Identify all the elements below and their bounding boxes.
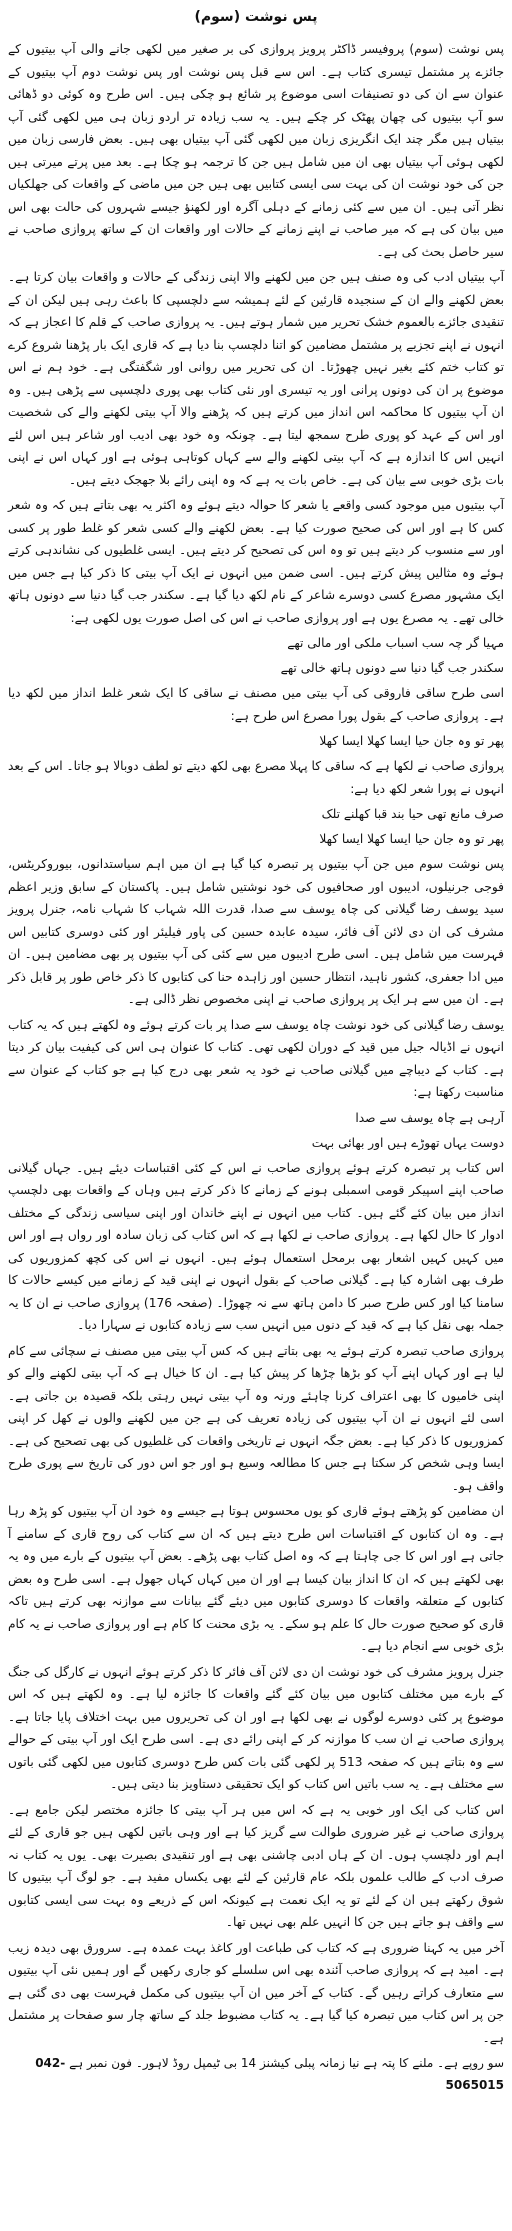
footer-phone: 042-5065015 [35,2056,504,2092]
article-title: پس نوشت (سوم) [194,9,318,25]
publisher-footer [8,2052,504,2096]
verse-line: آرہی ہے چاہ یوسف سے صدا [355,1110,504,1125]
paragraph: جنرل پرویز مشرف کی خود نوشت ان دی لائن آف فائر کا ذکر کرتے ہوئے انہوں نے کارگل کی جنگ کے بارے میں مختلف کتابوں میں بیان کئے گئے واقعات کا جائزہ لیا ہے۔ وہ لکھتے ہیں کہ اس موضوع پر کئی دوسرے لوگوں نے بھی لکھا ہے اور ان کی تحریروں میں بہت اختلاف پایا جاتا ہے۔ پروازی صاحب نے ان سب کا موازنہ کر کے اپنی رائے دی ہے۔ اسی طرح ایک اور آپ بیتی کے حوالے سے وہ بتاتے ہیں کہ صفحہ 513 پر لکھی گئی بات کس طرح دوسری کتابوں میں لکھی گئی باتوں سے مختلف ہے۔ یہ سب باتیں اس کتاب کو ایک تحقیقی دستاویز بنا دیتی ہیں۔ [8,1664,504,1791]
paragraph: پروازی صاحب نے لکھا ہے کہ ساقی کا پہلا مصرع بھی لکھ دیتے تو لطف دوبالا ہو جاتا۔ اس کے بعد انہوں نے پورا شعر لکھ دیا ہے: [8,759,504,796]
paragraph: اس کتاب پر تبصرہ کرتے ہوئے پروازی صاحب نے اس کے کئی اقتباسات دیئے ہیں۔ جہاں گیلانی صاحب اپنے اسپیکر قومی اسمبلی ہونے کے زمانے کا ذکر کرتے ہیں وہاں کے واقعات بھی دلچسپ انداز میں بیان کئے گئے ہیں۔ کتاب میں انہوں نے اپنے خاندان اور اپنی سیاسی زندگی کے مختلف ادوار کا حال لکھا ہے۔ پروازی صاحب نے لکھا ہے کہ اس کتاب کی زبان سادہ اور رواں ہے اور اس میں کہیں کہیں اشعار بھی برمحل استعمال ہوئے ہیں۔ انہوں نے اس کی کچھ کمزوریوں کی طرف بھی اشارہ کیا ہے۔ گیلانی صاحب کے بقول انہوں نے اپنی قید کے زمانے میں کیسے حالات کا سامنا کیا اور کس طرح صبر کا دامن ہاتھ سے نہ چھوڑا۔ (صفحہ 176) پروازی صاحب نے ان کا یہ جملہ بھی نقل کیا ہے کہ قید کے دنوں میں انہیں سب سے زیادہ کتابوں نے سہارا دیا۔ [8,1160,505,1332]
paragraph: اسی طرح ساقی فاروقی کی آپ بیتی میں مصنف نے ساقی کا ایک شعر غلط انداز میں لکھ دیا ہے۔ پروازی صاحب کے بقول پورا مصرع اس طرح ہے: [8,686,504,723]
verse-line: مہیا گر چہ سب اسباب ملکی اور مالی تھے [287,636,504,650]
article-body [8,38,504,2049]
paragraph: اس کتاب کی ایک اور خوبی یہ ہے کہ اس میں ہر آپ بیتی کا جائزہ مختصر لیکن جامع ہے۔ پروازی صاحب نے غیر ضروری طوالت سے گریز کیا ہے اور وہی باتیں لکھی ہیں جو قاری کے لئے اہم اور دلچسپ ہوں۔ ان کے ہاں ادبی چاشنی بھی ہے اور تنقیدی بصیرت بھی۔ یوں یہ کتاب نہ صرف ادب کے طالب علموں بلکہ عام قارئین کے لئے بھی یکساں مفید ہے۔ جو لوگ آپ بیتیوں کا شوق رکھتے ہیں ان کے لئے تو یہ ایک نعمت ہے کیونکہ اس کے ذریعے وہ بہت سی ایسی کتابوں سے واقف ہو جاتے ہیں جن کا انہیں علم بھی نہیں تھا۔ [8,1802,504,1929]
paragraph: ان مضامین کو پڑھتے ہوئے قاری کو یوں محسوس ہوتا ہے جیسے وہ خود ان آپ بیتیوں کو پڑھ رہا ہے۔ وہ ان کتابوں کے اقتباسات اس طرح دیتے ہیں کہ ان سے کتاب کی روح قاری کے سامنے آ جاتی ہے اور اس کا جی چاہتا ہے کہ وہ اصل کتاب بھی پڑھے۔ بعض آپ بیتیوں کے بارے میں وہ یہ بھی لکھتے ہیں کہ ان کا انداز بیان کیسا ہے اور ان میں کہاں کہاں جھول ہے۔ اسی طرح وہ بعض کتابوں کے متعلقہ واقعات کا دوسری کتابوں میں دیئے گئے بیانات سے موازنہ بھی کرتے ہیں تاکہ قاری کو صحیح صورت حال کا علم ہو سکے۔ یہ بڑی محنت کا کام ہے اور پروازی صاحب نے یہ کام بڑی خوبی سے انجام دیا ہے۔ [8,1504,504,1653]
paragraph: آپ بیتیوں میں موجود کسی واقعے یا شعر کا حوالہ دیتے ہوئے وہ اکثر یہ بھی بتاتے ہیں کہ وہ شعر کس کا ہے اور اس کی صحیح صورت کیا ہے۔ بعض لکھنے والے کسی شعر کو غلط طور پر کسی اور سے منسوب کر دیتے ہیں تو وہ اس کی تصحیح کر دیتے ہیں۔ ایسی غلطیوں کی نشاندہی کرتے ہوئے وہ مثالیں پیش کرتے ہیں۔ اسی ضمن میں انہوں نے ایک آپ بیتی کا ذکر کیا ہے جس میں ایک مشہور مصرع کسی دوسرے شاعر کے نام لکھ دیا گیا ہے۔ سکندر جب گیا دنیا سے دونوں ہاتھ خالی تھے۔ یہ مصرع یوں ہے اور پروازی صاحب نے اس کی اصل صورت یوں لکھی ہے: [8,498,504,625]
verse-line: دوست یہاں تھوڑے ہیں اور بھائی بہت [311,1135,504,1150]
paragraph: پس نوشت سوم میں جن آپ بیتیوں پر تبصرہ کیا گیا ہے ان میں اہم سیاستدانوں، بیوروکریٹس، فوجی جرنیلوں، ادیبوں اور صحافیوں کی خود نوشتیں شامل ہیں۔ پاکستان کے سابق وزیر اعظم سید یوسف رضا گیلانی کی چاہ یوسف سے صدا، قدرت اللہ شہاب کا شہاب نامہ، جنرل پرویز مشرف کی ان دی لائن آف فائر، سیدہ عابدہ حسین کی پاور فیلیئر اور کئی دوسری کتابیں اس فہرست میں شامل ہیں۔ اسی طرح ادیبوں میں سے کئی کی آپ بیتیوں پر بھی مضامین ہیں۔ ان میں ادا جعفری، کشور ناہید، انتظار حسین اور زاہدہ حنا کی کتابوں کا ذکر خاص طور پر قابل ذکر ہے۔ ان میں سے ہر ایک پر پروازی صاحب نے اپنی مخصوص نظر ڈالی ہے۔ [8,857,504,1006]
verse-line: صرف مانع تھی حیا بند قبا کھلنے تلک [321,807,504,821]
verse-line: پھر تو وہ جان حیا ایسا کھلا ایسا کھلا [319,734,504,748]
verse-line: سکندر جب گیا دنیا سے دونوں ہاتھ خالی تھے [280,661,504,675]
verse-line: پھر تو وہ جان حیا ایسا کھلا ایسا کھلا [319,832,504,846]
paragraph: پروازی صاحب تبصرہ کرتے ہوئے یہ بھی بتاتے ہیں کہ کس آپ بیتی میں مصنف نے سچائی سے کام لیا ہے اور کہاں اپنے آپ کو بڑھا چڑھا کر پیش کیا ہے۔ ان کا خیال ہے کہ آپ بیتی لکھنے والے کو اپنی خامیوں کا بھی اعتراف کرنا چاہئے ورنہ وہ آپ بیتی نہیں رہتی بلکہ قصیدہ بن جاتی ہے۔ اسی لئے انہوں نے ان آپ بیتیوں کی زیادہ تعریف کی ہے جن میں لکھنے والوں نے کھل کر اپنی کمزوریوں کا ذکر کیا ہے۔ بعض جگہ انہوں نے تاریخی واقعات کی غلطیوں کی بھی تصحیح کی ہے۔ ایسا وہی شخص کر سکتا ہے جس کا مطالعہ وسیع ہو اور جو اس دور کی تاریخ سے پوری طرح واقف ہو۔ [8,1343,504,1493]
paragraph: آپ بیتیاں ادب کی وہ صنف ہیں جن میں لکھنے والا اپنی زندگی کے حالات و واقعات بیان کرتا ہے۔ بعض لکھنے والے ان کے سنجیدہ قارئین کے لئے ہمیشہ سے دلچسپی کا باعث رہی ہیں لیکن ان کے تنقیدی جائزے بالعموم خشک تحریر میں شمار ہوتے ہیں۔ یہ پروازی صاحب کے قلم کا اعجاز ہے کہ انہوں نے اپنے تجزیے پر مشتمل مضامین کو اتنا دلچسپ بنا دیا ہے کہ قاری ایک بار پڑھنا شروع کرے تو کتاب ختم کئے بغیر نہیں چھوڑتا۔ ان کی تحریر میں روانی اور شگفتگی ہے۔ خود ہم نے اس موضوع پر ان کی دونوں پرانی اور یہ تیسری اور نئی کتاب بھی پوری دلچسپی سے پڑھی ہیں۔ وہ ان آپ بیتیوں کا محاکمہ اس انداز میں کرتے ہیں کہ پڑھنے والا آپ بیتی لکھنے والے کی شخصیت اور اس کے عہد کو پوری طرح سمجھ لیتا ہے۔ چونکہ وہ خود بھی ادیب اور شاعر ہیں اس لئے انہیں اس کا اندازہ ہے کہ آپ بیتی لکھنے والے سے کہاں کوتاہی ہوئی ہے اور کہاں اس نے اپنی بات بڑی خوبی سے بیان کی ہے۔ خاص بات یہ ہے کہ وہ اپنی رائے بلا جھجک دیتے ہیں۔ [8,270,504,487]
paragraph: آخر میں یہ کہنا ضروری ہے کہ کتاب کی طباعت اور کاغذ بہت عمدہ ہے۔ سرورق بھی دیدہ زیب ہے۔ امید ہے کہ پروازی صاحب آئندہ بھی اس سلسلے کو جاری رکھیں گے اور ہمیں نئی آپ بیتیوں سے متعارف کراتے رہیں گے۔ کتاب کے آخر میں ان آپ بیتیوں کی مکمل فہرست بھی دی گئی ہے جن پر اس کتاب میں تبصرہ کیا گیا ہے۔ یہ کتاب مضبوط جلد کے ساتھ چار سو صفحات پر مشتمل ہے۔ [8,1940,504,2045]
footer-text: سو روپے ہے۔ ملنے کا پتہ ہے نیا زمانہ پبلی کیشنز 14 بی ٹیمپل روڈ لاہور۔ فون نمبر ہے [69,2056,504,2070]
paragraph: یوسف رضا گیلانی کی خود نوشت چاہ یوسف سے صدا پر بات کرتے ہوئے وہ لکھتے ہیں کہ یہ کتاب انہوں نے اڈیالہ جیل میں قید کے دوران لکھی تھی۔ کتاب کا عنوان ہی اس کی کیفیت بیان کر دیتا ہے۔ کتاب کے دیباچے میں گیلانی صاحب نے خود یہ شعر بھی درج کیا ہے جو کتاب کے عنوان سے مناسبت رکھتا ہے: [8,1017,504,1099]
paragraph: پس نوشت (سوم) پروفیسر ڈاکٹر پرویز پروازی کی بر صغیر میں لکھی جانے والی آپ بیتیوں کے جائزے پر مشتمل تیسری کتاب ہے۔ اس سے قبل پس نوشت اور پس نوشت دوم آپ بیتیوں کے عنوان سے ان کی دو تصنیفات اسی موضوع پر شائع ہو چکی ہیں۔ اس طرح وہ کوئی دو ڈھائی سو آپ بیتیوں کی چھان پھٹک کر چکے ہیں۔ یہ سب زیادہ تر اردو زبان ہی میں لکھی گئی آپ بیتیاں ہیں مگر چند ایک انگریزی زبان میں لکھی گئی آپ بیتیاں بھی ہیں۔ بعض فارسی زبان میں لکھی ہوئی آپ بیتیاں بھی ان میں شامل ہیں جن کا ترجمہ ہو چکا ہے۔ بعد میں پرتے میرتی ہیں جن کی خود نوشت ان کی بہت سی ایسی کتابیں بھی ہیں جن میں ماضی کے واقعات کی جھلکیاں نظر آتی ہیں۔ ان میں سے کئی زمانے کے دہلی آگرہ اور لکھنؤ جیسے شہروں کی حالت بھی اس میں بیان کی ہے کہ میر صاحب نے اپنے زمانے کے حالات اور واقعات ان کے ساتھ پروازی صاحب نے سیر حاصل بحث کی ہے۔ [8,42,504,259]
